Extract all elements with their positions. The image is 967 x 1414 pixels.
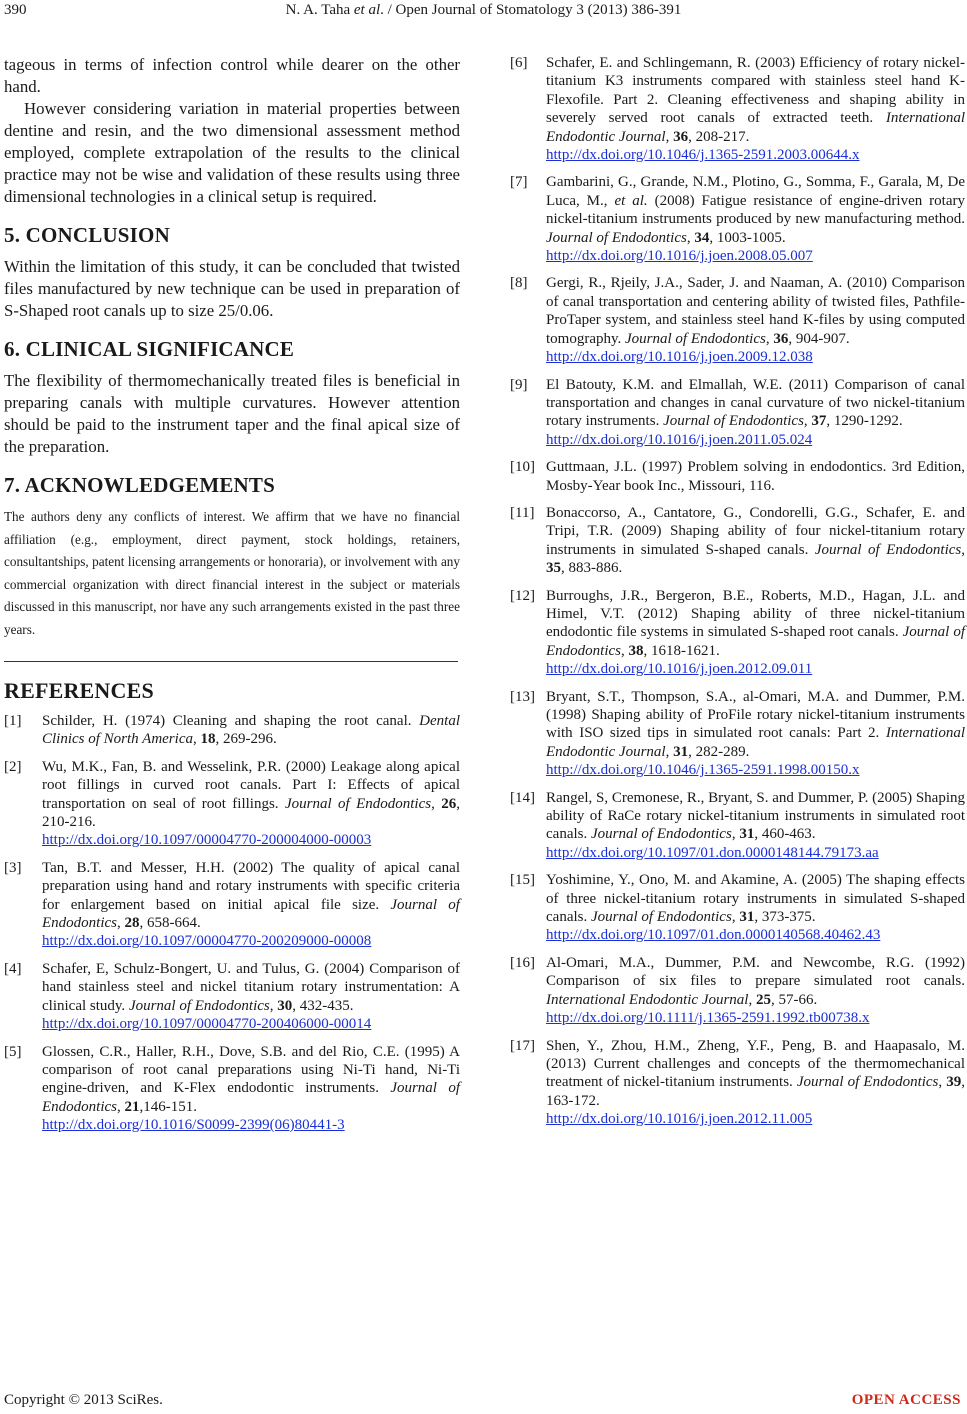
reference-number: [8]: [510, 275, 528, 292]
reference-doi-link[interactable]: http://dx.doi.org/10.1016/j.joen.2008.05.007: [546, 248, 813, 265]
paragraph: However considering variation in material properties between dentine and resin, and the two dimensional assessment method employed, complete extrapolation of the results to the clinical practice may not be wise and validation of these results using three dimensional technologies in a clinical setup is required.: [4, 99, 460, 206]
reference-pages: , 210-216.: [42, 795, 461, 831]
reference-volume: 21: [124, 1098, 140, 1115]
reference-number: [9]: [510, 376, 528, 393]
reference-journal: Journal of Endodontics: [42, 896, 460, 932]
reference-journal: Dental Clinics of North America: [42, 713, 460, 748]
reference-volume: 36: [673, 128, 689, 145]
reference-text: [42, 960, 460, 1034]
reference-item: [510, 458, 965, 495]
reference-journal: Journal of Endodontics: [814, 541, 962, 558]
reference-doi-link[interactable]: http://dx.doi.org/10.1016/j.joen.2011.05.024: [546, 431, 813, 448]
running-title: N. A. Taha et al. / Open Journal of Stomatology 3 (2013) 386-391: [285, 2, 682, 18]
references-heading: REFERENCES: [4, 678, 154, 703]
reference-journal: Journal of Endodontics: [590, 909, 732, 926]
reference-pages: , 1618-1621.: [643, 642, 720, 659]
reference-text: [546, 54, 965, 164]
reference-item: [510, 274, 965, 366]
reference-number: [3]: [4, 859, 22, 876]
reference-journal: International Endodontic Journal: [546, 725, 965, 760]
reference-sep: ,: [731, 909, 740, 926]
reference-volume: 25: [755, 991, 771, 1008]
reference-journal: International Endodontic Journal: [546, 110, 965, 145]
reference-pages: , 432-435.: [292, 997, 354, 1014]
paragraph: tageous in terms of infection control while dearer on the other hand.: [4, 55, 460, 96]
reference-pages: , 269-296.: [215, 731, 277, 748]
reference-number: [6]: [510, 55, 528, 71]
reference-item: [4, 1043, 460, 1135]
reference-sep: ,: [621, 642, 629, 659]
reference-sep: ,: [117, 1098, 125, 1115]
reference-authors-title: Schafer, E, Schulz-Bongert, U. and Tulus, G. (2004) Comparison of hand stainless steel and nickel titanium rotary instrumentation: A clinical study.: [42, 960, 460, 1014]
reference-doi-link[interactable]: http://dx.doi.org/10.1046/j.1365-2591.1998.00150.x: [546, 762, 860, 779]
reference-journal: Journal of Endodontics: [796, 1074, 939, 1091]
acknowledgement-text: The authors deny any conflicts of interest. We affirm that we have no financial affiliation (e.g., employment, direct payment, stock holdings, retainers, consultantships, patent licensing arrangements or honoraria), or involvement with any commercial organization with direct financial interest in the subject or materials discussed in this manuscript, nor have any such arrangements existed in the past three years.: [4, 509, 460, 637]
reference-pages: , 904-907.: [788, 330, 850, 347]
reference-text: [546, 1037, 965, 1129]
reference-doi-link[interactable]: http://dx.doi.org/10.1016/S0099-2399(06)80441-3: [42, 1117, 345, 1134]
reference-authors-title: Tan, B.T. and Messer, H.H. (2002) The quality of apical canal preparation using hand and rotary instruments with specific criteria for enlargement based on initial apical file size.: [42, 859, 460, 913]
reference-item: [510, 871, 965, 945]
reference-number: [4]: [4, 960, 22, 977]
open-access-label: OPEN ACCESS: [851, 1392, 961, 1408]
reference-number: [15]: [510, 872, 535, 889]
reference-list-right: [510, 54, 965, 1129]
reference-number: [2]: [4, 758, 22, 775]
reference-number: [10]: [510, 459, 535, 476]
reference-text: [546, 688, 965, 780]
reference-doi-link[interactable]: http://dx.doi.org/10.1111/j.1365-2591.1992.tb00738.x: [546, 1010, 870, 1027]
reference-sep: ,: [665, 743, 674, 760]
divider: [4, 661, 458, 662]
reference-journal: Journal of Endodontics: [625, 330, 766, 347]
reference-text: [42, 758, 460, 850]
reference-authors-title: El Batouty, K.M. and Elmallah, W.E. (2011) Comparison of canal transportation and changes in canal curvature of two nickel-titanium rotary instruments.: [546, 376, 965, 430]
reference-sep: ,: [748, 991, 756, 1008]
reference-volume: 31: [673, 743, 689, 760]
reference-number: [5]: [4, 1043, 22, 1060]
reference-item: [510, 54, 965, 164]
reference-text: [546, 376, 965, 450]
reference-authors-title: Gergi, R., Rjeily, J.A., Sader, J. and Naaman, A. (2010) Comparison of canal transportation and centering ability of twisted files, Pathfile-ProTaper system, and stainless steel hand K-files by using computed tomography.: [546, 275, 965, 347]
reference-text: [546, 954, 965, 1028]
reference-volume: 39: [946, 1074, 962, 1091]
reference-text: [42, 712, 460, 749]
reference-text: [546, 789, 965, 863]
reference-volume: 36: [773, 330, 789, 347]
reference-pages: , 658-664.: [139, 915, 201, 932]
reference-authors-title: Guttmaan, J.L. (1997) Problem solving in endodontics. 3rd Edition, Mosby-Year book Inc., Missouri, 116.: [546, 459, 965, 494]
reference-number: [13]: [510, 688, 535, 705]
reference-text: [546, 458, 965, 495]
reference-text: [546, 274, 965, 366]
reference-volume: 34: [694, 229, 710, 246]
reference-authors-title: Al-Omari, M.A., Dummer, P.M. and Newcombe, R.G. (1992) Comparison of six files to prepare simulated root canals.: [546, 954, 965, 990]
reference-sep: ,: [765, 330, 774, 347]
reference-authors-title: Glossen, C.R., Haller, R.H., Dove, S.B. and del Rio, C.E. (1995) A comparison of root canal preparations using Ni-Ti hand, Ni-Ti engine-driven, and K-Flex endodontic instruments.: [42, 1043, 460, 1097]
reference-volume: 26: [441, 795, 457, 812]
reference-text-cont: (2008) Fatigue resistance of engine-driven rotary nickel-titanium instruments produced by new manufacturing method.: [546, 192, 965, 228]
reference-text: [546, 587, 965, 679]
reference-journal: Journal of Endodontics: [42, 1080, 460, 1115]
reference-number: [11]: [510, 504, 535, 521]
reference-sep: ,: [803, 413, 812, 430]
reference-pages: , 460-463.: [754, 826, 816, 843]
reference-item: [4, 712, 460, 749]
reference-volume: 31: [739, 826, 755, 843]
reference-text: [42, 1043, 460, 1135]
reference-sep: ,: [431, 795, 442, 812]
reference-item: [4, 859, 460, 951]
reference-journal: Journal of Endodontics: [663, 413, 804, 430]
section-heading-conclusion: 5. CONCLUSION: [4, 223, 170, 247]
reference-text: [546, 871, 965, 945]
reference-item: [510, 587, 965, 679]
reference-pages: , 1290-1292.: [826, 413, 903, 430]
reference-sep: ,: [731, 826, 740, 843]
reference-text: [546, 173, 965, 265]
reference-item: [510, 504, 965, 578]
reference-journal: International Endodontic Journal: [546, 991, 749, 1008]
reference-sep: ,: [686, 229, 695, 246]
reference-doi-link[interactable]: http://dx.doi.org/10.1046/j.1365-2591.2003.00644.x: [546, 147, 860, 164]
reference-volume: 38: [628, 642, 644, 659]
reference-authors-title: Burroughs, J.R., Bergeron, B.E., Roberts, M.D., Hagan, J.L. and Himel, V.T. (2012) Shaping ability of three nickel-titanium endodontic file systems in simulated S-shaped root canals.: [546, 587, 965, 641]
reference-item: [4, 960, 460, 1034]
reference-doi-link[interactable]: http://dx.doi.org/10.1097/01.don.0000140568.40462.43: [546, 927, 881, 944]
reference-volume: 18: [200, 731, 216, 748]
reference-doi-link[interactable]: http://dx.doi.org/10.1097/01.don.0000148144.79173.aa: [546, 844, 879, 861]
right-column: [510, 54, 965, 1138]
reference-authors-title: Bryant, S.T., Thompson, S.A., al-Omari, M.A. and Dummer, P.M. (1998) Shaping ability of ProFile rotary nickel-titanium instruments with ISO sized tips in simulated root canals: Part 2.: [546, 688, 965, 742]
reference-pages: , 57-66.: [770, 991, 818, 1008]
reference-doi-link[interactable]: http://dx.doi.org/10.1097/00004770-200406000-00014: [42, 1016, 372, 1033]
page-header: [0, 0, 967, 32]
reference-volume: 28: [124, 915, 140, 932]
reference-sep: ,: [269, 997, 278, 1014]
reference-item: [510, 688, 965, 780]
reference-volume: 35: [546, 560, 561, 577]
reference-authors-title: Yoshimine, Y., Ono, M. and Akamine, A. (2005) The shaping effects of three nickel-titanium rotary instruments in simulated S-shaped canals.: [546, 872, 965, 926]
reference-number: [14]: [510, 789, 535, 806]
reference-doi-link[interactable]: http://dx.doi.org/10.1016/j.joen.2012.11.005: [546, 1111, 813, 1128]
reference-item: [510, 789, 965, 863]
reference-authors-title: Wu, M.K., Fan, B. and Wesselink, P.R. (2000) Leakage along apical root fillings in curved root canals. Part I: Effects of apical transportation on seal of root fillings.: [42, 758, 460, 812]
reference-journal: Journal of Endodontics: [546, 229, 687, 246]
reference-pages: , 282-289.: [688, 743, 750, 760]
reference-number: [16]: [510, 954, 535, 971]
page-number: 390: [4, 2, 27, 18]
reference-list-left: [4, 712, 460, 1135]
reference-sep: ,: [961, 541, 965, 558]
reference-item: [510, 954, 965, 1028]
reference-pages: , 208-217.: [688, 128, 750, 145]
reference-number: [7]: [510, 174, 528, 191]
reference-pages: , 883-886.: [561, 560, 623, 577]
reference-doi-link[interactable]: http://dx.doi.org/10.1097/00004770-200209000-00008: [42, 933, 372, 950]
reference-journal: Journal of Endodontics: [590, 826, 732, 843]
reference-authors-title: Rangel, S, Cremonese, R., Bryant, S. and Dummer, P. (2005) Shaping ability of RaCe rotary nickel-titanium instruments in simulated root canals.: [546, 789, 965, 843]
copyright-text: Copyright © 2013 SciRes.: [4, 1392, 163, 1408]
reference-pages: , 1003-1005.: [709, 229, 786, 246]
reference-et-al: et al.: [614, 192, 648, 209]
reference-pages: , 163-172.: [546, 1074, 965, 1109]
reference-sep: ,: [117, 915, 125, 932]
reference-item: [510, 173, 965, 265]
reference-volume: 37: [811, 413, 827, 430]
reference-sep: ,: [665, 128, 674, 145]
reference-number: [1]: [4, 713, 22, 729]
reference-journal: Journal of Endodontics: [546, 624, 965, 659]
reference-item: [510, 376, 965, 450]
reference-authors-title: Schilder, H. (1974) Cleaning and shaping the root canal.: [42, 713, 420, 729]
paragraph: Within the limitation of this study, it can be concluded that twisted files manufactured by new technique can be used in preparation of S-Shaped root canals up to size 25/0.06.: [4, 257, 460, 320]
reference-text: [42, 859, 460, 951]
reference-item: [510, 1037, 965, 1129]
reference-volume: 31: [739, 909, 755, 926]
reference-pages: ,146-151.: [139, 1098, 197, 1115]
reference-authors-title: Bonaccorso, A., Cantatore, G., Condorelli, G.G., Schafer, E. and Tripi, T.R. (2009) Shaping ability of four nickel-titanium rotary instruments in simulated S-shaped canals.: [546, 504, 965, 558]
reference-sep: ,: [938, 1074, 947, 1091]
reference-text: [546, 504, 965, 578]
reference-number: [12]: [510, 587, 535, 604]
paragraph: The flexibility of thermomechanically treated files is beneficial in preparing canals with multiple curvatures. However attention should be paid to the instrument taper and the final apical size of the preparation.: [4, 371, 460, 456]
left-column: [4, 54, 460, 1144]
reference-pages: , 373-375.: [754, 909, 816, 926]
reference-authors-title: Schafer, E. and Schlingemann, R. (2003) Efficiency of rotary nickel-titanium K3 instruments compared with stainless steel hand K-Flexofile. Part 2. Cleaning effectiveness and shaping ability in severely served root canals of extracted teeth.: [546, 55, 965, 127]
reference-number: [17]: [510, 1037, 535, 1054]
reference-authors-title: Shen, Y., Zhou, H.M., Zheng, Y.F., Peng, B. and Haapasalo, M. (2013) Current challenges and concepts of the thermomechanical treatment of nickel-titanium instruments.: [546, 1037, 965, 1091]
reference-doi-link[interactable]: http://dx.doi.org/10.1097/00004770-200004000-00003: [42, 832, 372, 849]
reference-doi-link[interactable]: http://dx.doi.org/10.1016/j.joen.2009.12.038: [546, 349, 813, 366]
section-heading-acknowledgements: 7. ACKNOWLEDGEMENTS: [4, 473, 276, 497]
reference-authors-title: Gambarini, G., Grande, N.M., Plotino, G., Somma, F., Garala, M, De Luca, M.,: [546, 174, 965, 209]
reference-sep: ,: [192, 731, 201, 748]
reference-journal: Journal of Endodontics: [284, 795, 432, 812]
reference-volume: 30: [277, 997, 293, 1014]
reference-item: [4, 758, 460, 850]
reference-doi-link[interactable]: http://dx.doi.org/10.1016/j.joen.2012.09.011: [546, 661, 813, 678]
reference-journal: Journal of Endodontics: [128, 997, 270, 1014]
section-heading-clinical-significance: 6. CLINICAL SIGNIFICANCE: [4, 337, 295, 361]
